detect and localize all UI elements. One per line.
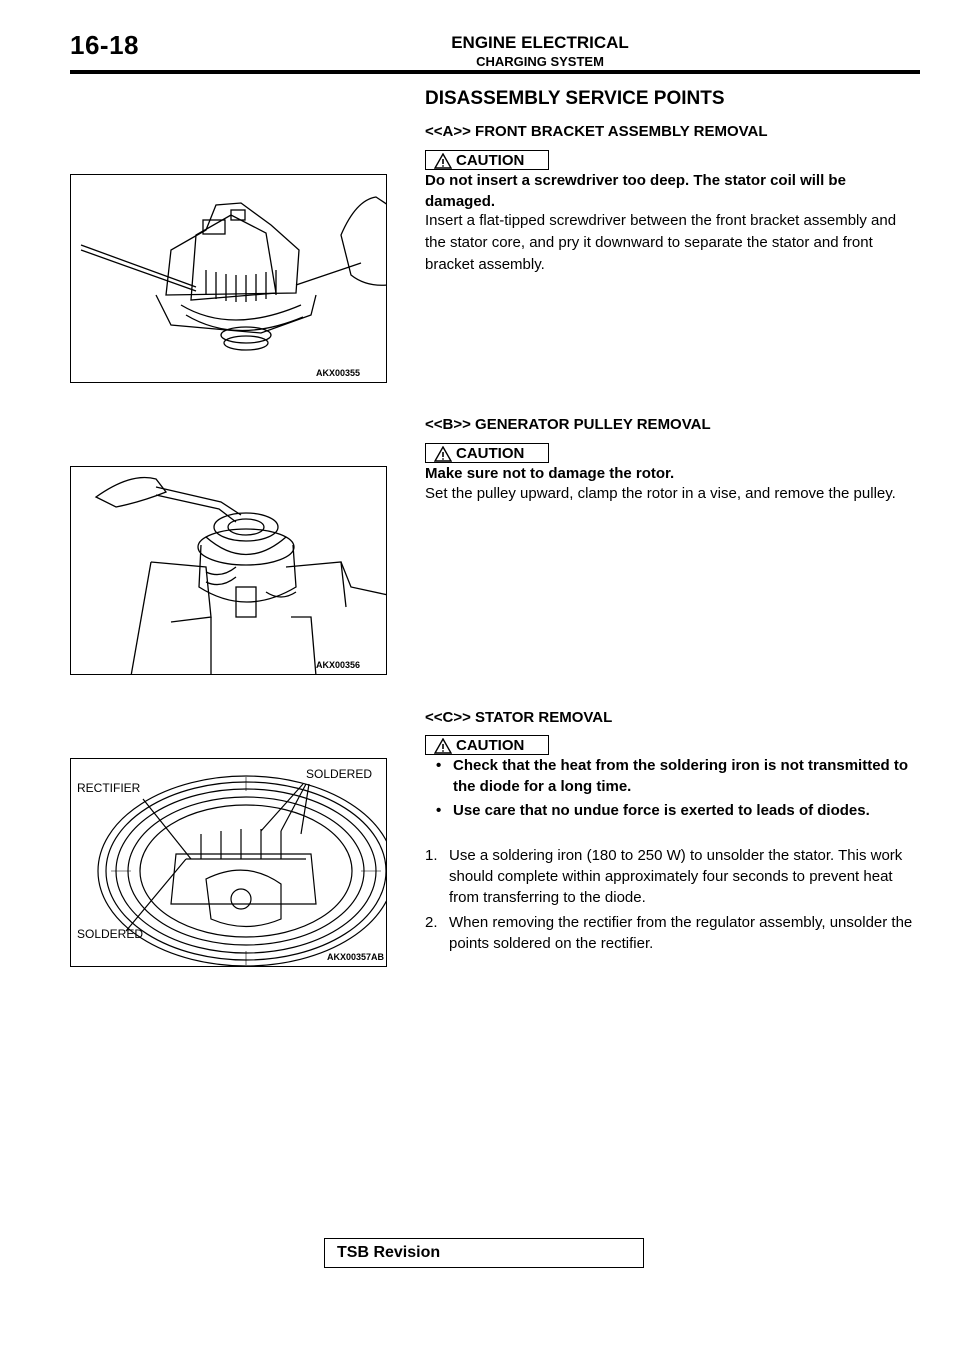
figure-pulley-removal — [70, 466, 387, 675]
header-rule — [70, 70, 920, 74]
figure-code: AKX00357AB — [326, 952, 384, 962]
subsection-title: CHARGING SYSTEM — [476, 54, 604, 69]
caution-bullet — [436, 800, 926, 842]
warning-icon — [434, 446, 452, 462]
main-heading: DISASSEMBLY SERVICE POINTS — [425, 88, 725, 109]
step-a-caution-box — [425, 150, 549, 170]
step-a-title: <<A>> FRONT BRACKET ASSEMBLY REMOVAL — [425, 123, 768, 140]
caution-label: CAUTION — [456, 445, 525, 462]
caution-label: CAUTION — [456, 152, 525, 169]
step-text: Use a soldering iron (180 to 250 W) to unsolder the stator. This work should complete within approximately four seconds to prevent heat from transferring to the diode. — [449, 847, 903, 906]
figure-code: AKX00356 — [315, 660, 360, 670]
figure-code: AKX00355 — [315, 368, 360, 378]
caution-bullet — [436, 755, 926, 797]
caution-label: CAUTION — [456, 737, 525, 754]
pulley-vise-illustration — [71, 467, 387, 675]
step-text: When removing the rectifier from the regulator assembly, unsolder the points soldered on the rectifier. — [449, 914, 913, 952]
rectifier-label: RECTIFIER — [77, 781, 141, 795]
soldered-label-bottom: SOLDERED — [77, 927, 144, 941]
alternator-screwdriver-illustration — [71, 175, 387, 383]
figure-stator-removal — [70, 758, 387, 967]
bullet-dot: • — [436, 757, 442, 774]
section-title: ENGINE ELECTRICAL — [451, 33, 629, 52]
tsb-revision-box: TSB Revision — [324, 1238, 644, 1268]
bullet-text: Use care that no undue force is exerted to leads of diodes. — [453, 802, 870, 819]
figure-front-bracket-removal — [70, 174, 387, 383]
step-a-caution-text: Do not insert a screwdriver too deep. The stator coil will be damaged. — [425, 172, 846, 210]
warning-icon — [434, 153, 452, 169]
step-a-body: Insert a flat-tipped screwdriver between the front bracket assembly and the stator core, and pry it downward to separate the stator and front bracket assembly. — [425, 212, 897, 273]
warning-icon — [434, 738, 452, 754]
step-b-caution-text: Make sure not to damage the rotor. — [425, 465, 675, 482]
step-b-title: <<B>> GENERATOR PULLEY REMOVAL — [425, 416, 711, 433]
step-b-body: Set the pulley upward, clamp the rotor in a vise, and remove the pulley. — [425, 485, 896, 502]
bullet-text: Check that the heat from the soldering iron is not transmitted to the diode for a long time. — [453, 757, 909, 795]
soldered-label-top: SOLDERED — [306, 767, 373, 781]
step-b-caution-box — [425, 443, 549, 463]
numbered-step — [425, 912, 920, 954]
step-c-caution-box — [425, 735, 549, 755]
bullet-dot: • — [436, 802, 442, 819]
step-c-title: <<C>> STATOR REMOVAL — [425, 709, 613, 726]
numbered-step — [425, 845, 920, 909]
step-number: 1. — [425, 847, 438, 864]
page-number: 16-18 — [70, 30, 139, 60]
step-number: 2. — [425, 914, 438, 931]
